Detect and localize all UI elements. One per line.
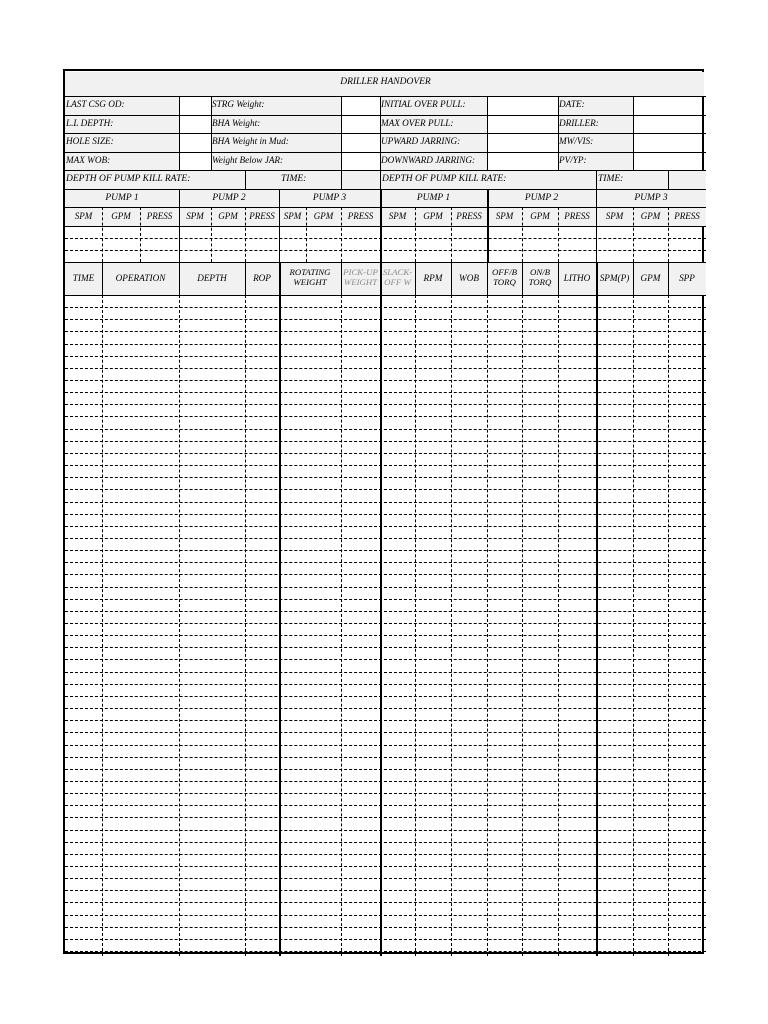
pump-sub-label: PRESS bbox=[564, 211, 590, 221]
log-entry-row[interactable] bbox=[66, 465, 704, 477]
kill-rate-label: TIME: bbox=[598, 174, 624, 184]
log-column-header: OFF W bbox=[384, 277, 411, 287]
log-column-header: DEPTH bbox=[197, 273, 227, 283]
log-column-header: GPM bbox=[640, 273, 661, 283]
log-column-header: WOB bbox=[459, 273, 479, 283]
log-entry-row[interactable] bbox=[66, 562, 704, 574]
kill-rate-label: DEPTH OF PUMP KILL RATE: bbox=[66, 174, 191, 184]
log-entry-row[interactable] bbox=[66, 574, 704, 586]
grid-line-v bbox=[451, 207, 452, 262]
log-entry-row[interactable] bbox=[66, 587, 704, 599]
pump-sub-label: SPM bbox=[388, 211, 407, 221]
grid-line-v bbox=[668, 262, 669, 295]
log-entry-row[interactable] bbox=[66, 380, 704, 392]
pump-label: PUMP 2 bbox=[212, 193, 246, 203]
log-entry-row[interactable] bbox=[66, 526, 704, 538]
pump-sub-label: PRESS bbox=[674, 211, 700, 221]
log-entry-row[interactable] bbox=[66, 453, 704, 465]
log-entry-row[interactable] bbox=[66, 890, 704, 902]
grid-line-h bbox=[65, 115, 706, 116]
log-entry-row[interactable] bbox=[66, 927, 704, 939]
pump-sub-label: SPM bbox=[186, 211, 204, 221]
grid-line-v bbox=[102, 207, 103, 262]
log-entry-row[interactable] bbox=[66, 319, 704, 331]
info-label: UPWARD JARRING: bbox=[381, 136, 461, 146]
pump-sub-label: GPM bbox=[218, 211, 238, 221]
log-column-header: TORQ bbox=[493, 277, 516, 287]
log-entry-row[interactable] bbox=[66, 392, 704, 404]
log-column-header: TORQ bbox=[528, 277, 552, 287]
pump-label: PUMP 2 bbox=[524, 193, 559, 203]
log-entry-row[interactable] bbox=[66, 769, 704, 781]
info-value-field[interactable] bbox=[180, 134, 211, 152]
log-column-header: SPP bbox=[679, 273, 695, 283]
grid-line-h bbox=[65, 189, 706, 190]
log-entry-row[interactable] bbox=[66, 635, 704, 647]
info-label: DOWNWARD JARRING: bbox=[381, 155, 476, 165]
grid-line-v bbox=[380, 262, 382, 295]
log-entry-row[interactable] bbox=[66, 538, 704, 550]
log-column-header: ROP bbox=[253, 273, 271, 283]
log-entry-row[interactable] bbox=[66, 356, 704, 368]
grid-line-v bbox=[341, 170, 342, 189]
grid-line-v bbox=[245, 170, 246, 189]
grid-line-v bbox=[102, 262, 103, 295]
log-entry-row[interactable] bbox=[66, 805, 704, 817]
grid-line-v bbox=[306, 207, 307, 262]
info-value-field[interactable] bbox=[342, 116, 380, 133]
info-value-field[interactable] bbox=[342, 134, 380, 152]
log-entry-row[interactable] bbox=[66, 647, 704, 659]
log-entry-row[interactable] bbox=[66, 611, 704, 623]
log-entry-row[interactable] bbox=[66, 817, 704, 829]
log-column-header: PICK-UP bbox=[343, 267, 378, 277]
log-column-header: OPERATION bbox=[115, 273, 166, 283]
grid-line-h bbox=[65, 96, 706, 97]
info-value-field[interactable] bbox=[634, 116, 706, 133]
pump-sub-label: GPM bbox=[313, 211, 334, 221]
grid-line-v bbox=[415, 262, 416, 295]
log-entry-row[interactable] bbox=[66, 295, 704, 307]
grid-line-v bbox=[179, 262, 180, 295]
pump-sub-label: PRESS bbox=[347, 211, 374, 221]
log-column-header: LITHO bbox=[563, 273, 591, 283]
info-label: BHA Weight: bbox=[212, 118, 261, 128]
pump-sub-label: SPM bbox=[495, 211, 514, 221]
log-row-line bbox=[65, 951, 706, 952]
pump-sub-label: PRESS bbox=[146, 211, 173, 221]
info-value-field[interactable] bbox=[342, 97, 380, 115]
log-entry-row[interactable] bbox=[66, 793, 704, 805]
kill-rate-label: TIME: bbox=[281, 174, 307, 184]
grid-line-v bbox=[245, 262, 246, 295]
log-entry-row[interactable] bbox=[66, 404, 704, 416]
pump-sub-label: GPM bbox=[640, 211, 661, 221]
grid-line-v bbox=[596, 170, 597, 189]
info-label: MAX WOB: bbox=[66, 155, 111, 165]
info-label: DATE: bbox=[559, 99, 585, 109]
log-entry-row[interactable] bbox=[66, 489, 704, 501]
log-column-header: WEIGHT bbox=[343, 277, 378, 287]
log-entry-row[interactable] bbox=[66, 623, 704, 635]
info-value-field[interactable] bbox=[180, 116, 211, 133]
grid-line-v bbox=[415, 207, 416, 262]
info-value-field[interactable] bbox=[180, 97, 211, 115]
grid-line-v bbox=[380, 170, 381, 189]
log-entry-row[interactable] bbox=[66, 757, 704, 769]
log-entry-row[interactable] bbox=[66, 830, 704, 842]
grid-line-v bbox=[522, 207, 523, 262]
grid-line-h bbox=[65, 238, 706, 239]
log-entry-row[interactable] bbox=[66, 514, 704, 526]
log-column-header: SPM(P) bbox=[599, 273, 630, 283]
log-entry-row[interactable] bbox=[66, 842, 704, 854]
pump-sub-label: GPM bbox=[530, 211, 550, 221]
grid-line-h bbox=[65, 207, 706, 208]
grid-line-v bbox=[668, 207, 669, 262]
pump-label: PUMP 3 bbox=[634, 193, 668, 203]
info-value-field[interactable] bbox=[488, 116, 558, 133]
log-entry-row[interactable] bbox=[66, 672, 704, 684]
info-label: Weight Below JAR: bbox=[212, 155, 284, 165]
info-label: PV/YP: bbox=[559, 155, 587, 165]
info-value-field[interactable] bbox=[634, 97, 706, 115]
info-value-field[interactable] bbox=[180, 153, 211, 170]
grid-line-h bbox=[65, 133, 706, 134]
grid-line-v bbox=[451, 262, 452, 295]
grid-line-h bbox=[65, 262, 706, 263]
log-entry-row[interactable] bbox=[66, 368, 704, 380]
log-entry-row[interactable] bbox=[66, 732, 704, 744]
log-column-header: ROTATING bbox=[289, 267, 331, 277]
log-column-header: WEIGHT bbox=[293, 277, 327, 287]
kill-rate-label: DEPTH OF PUMP KILL RATE: bbox=[382, 174, 507, 184]
log-column-header: TIME bbox=[72, 273, 95, 283]
info-value-field[interactable] bbox=[488, 153, 558, 170]
grid-line-v bbox=[522, 262, 523, 295]
pump-sub-label: GPM bbox=[423, 211, 443, 221]
pump-label: PUMP 3 bbox=[312, 193, 347, 203]
grid-line-v bbox=[558, 207, 559, 262]
log-entry-row[interactable] bbox=[66, 696, 704, 708]
page-title: DRILLER HANDOVER bbox=[340, 77, 431, 87]
grid-line-v bbox=[279, 262, 281, 295]
grid-line-v bbox=[341, 207, 342, 262]
grid-line-v bbox=[633, 207, 634, 262]
info-label: MAX OVER PULL: bbox=[381, 118, 454, 128]
log-entry-row[interactable] bbox=[66, 477, 704, 489]
log-entry-row[interactable] bbox=[66, 331, 704, 343]
info-label: DRILLER: bbox=[559, 118, 599, 128]
info-value-field[interactable] bbox=[488, 134, 558, 152]
pump-label: PUMP 1 bbox=[416, 193, 451, 203]
grid-line-h bbox=[65, 152, 706, 153]
log-column-header: OFF/B bbox=[492, 267, 517, 277]
log-entry-row[interactable] bbox=[66, 429, 704, 441]
log-entry-row[interactable] bbox=[66, 441, 704, 453]
log-entry-row[interactable] bbox=[66, 307, 704, 319]
pump-label: PUMP 1 bbox=[105, 193, 139, 203]
info-label: INITIAL OVER PULL: bbox=[381, 99, 466, 109]
log-entry-row[interactable] bbox=[66, 550, 704, 562]
info-value-field[interactable] bbox=[634, 134, 706, 152]
log-entry-row[interactable] bbox=[66, 878, 704, 890]
log-entry-row[interactable] bbox=[66, 915, 704, 927]
log-entry-row[interactable] bbox=[66, 781, 704, 793]
info-label: BHA Weight in Mud: bbox=[212, 136, 289, 146]
log-column-header: RPM bbox=[423, 273, 443, 283]
grid-line-h bbox=[65, 170, 706, 171]
pump-sub-label: PRESS bbox=[249, 211, 275, 221]
log-entry-row[interactable] bbox=[66, 344, 704, 356]
log-entry-row[interactable] bbox=[66, 708, 704, 720]
log-column-header: SLACK- bbox=[382, 267, 413, 277]
log-column-header: ON/B bbox=[529, 267, 551, 277]
log-entry-row[interactable] bbox=[66, 866, 704, 878]
grid-line-v bbox=[211, 207, 212, 262]
driller-handover-sheet bbox=[63, 69, 704, 954]
pump-sub-label: SPM bbox=[605, 211, 624, 221]
log-entry-row[interactable] bbox=[66, 684, 704, 696]
grid-line-v bbox=[558, 262, 559, 295]
log-entry-row[interactable] bbox=[66, 720, 704, 732]
grid-line-h bbox=[65, 226, 706, 227]
grid-line-v bbox=[341, 262, 342, 295]
log-entry-row[interactable] bbox=[66, 659, 704, 671]
grid-line-v bbox=[633, 262, 634, 295]
info-value-field[interactable] bbox=[342, 153, 380, 170]
log-entry-row[interactable] bbox=[66, 902, 704, 914]
grid-line-v bbox=[487, 262, 488, 295]
pump-sub-label: GPM bbox=[111, 211, 131, 221]
grid-line-h bbox=[65, 250, 706, 251]
info-label: HOLE SIZE: bbox=[66, 136, 114, 146]
log-entry-row[interactable] bbox=[66, 599, 704, 611]
grid-line-v bbox=[668, 170, 669, 189]
log-entry-row[interactable] bbox=[66, 854, 704, 866]
info-value-field[interactable] bbox=[488, 97, 558, 115]
pump-sub-label: PRESS bbox=[456, 211, 482, 221]
pump-sub-label: SPM bbox=[74, 211, 93, 221]
grid-line-v bbox=[596, 262, 598, 295]
info-label: MW/VIS: bbox=[559, 136, 594, 146]
log-entry-row[interactable] bbox=[66, 745, 704, 757]
info-label: LAST CSG OD: bbox=[66, 99, 125, 109]
log-entry-row[interactable] bbox=[66, 939, 704, 951]
grid-line-v bbox=[245, 207, 246, 262]
log-entry-row[interactable] bbox=[66, 416, 704, 428]
pump-sub-label: SPM bbox=[283, 211, 302, 221]
grid-line-v bbox=[140, 207, 141, 262]
log-entry-row[interactable] bbox=[66, 502, 704, 514]
info-label: L.L DEPTH: bbox=[66, 118, 114, 128]
info-value-field[interactable] bbox=[634, 153, 706, 170]
info-label: STRG Weight: bbox=[212, 99, 265, 109]
